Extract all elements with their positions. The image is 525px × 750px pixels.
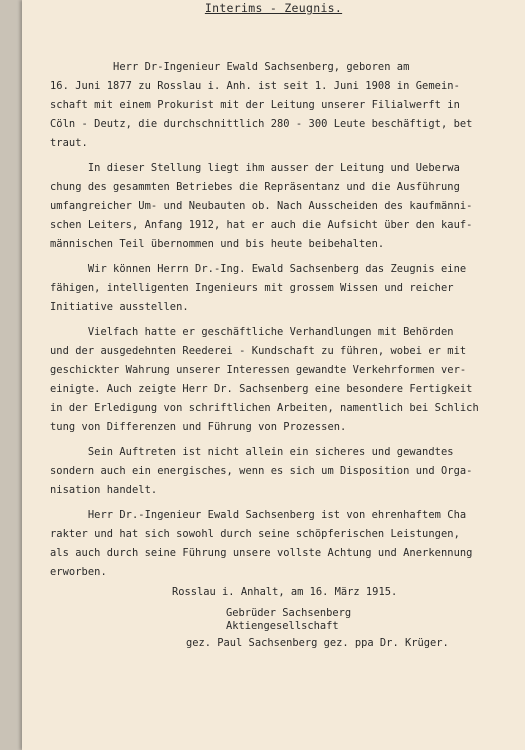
text-line: schen Leiters, Anfang 1912, hat er auch die Aufsicht über den kauf-	[50, 219, 473, 231]
text-line: chung des gesammten Betriebes die Repräsentanz und die Ausführung	[50, 181, 460, 193]
text-line: männischen Teil übernommen und bis heute beibehalten.	[50, 238, 385, 250]
text-line: als auch durch seine Führung unsere vollste Achtung und Anerkennung	[50, 547, 473, 559]
text-line: umfangreicher Um- und Neubauten ob. Nach Ausscheiden des kaufmänni-	[50, 200, 473, 212]
text-line: Wir können Herrn Dr.-Ing. Ewald Sachsenberg das Zeugnis eine	[50, 263, 467, 275]
company-name: Gebrüder Sachsenberg	[226, 607, 352, 619]
document-title	[22, 1, 525, 15]
paragraph	[50, 323, 522, 437]
document-page	[22, 0, 525, 750]
title-text: Interims - Zeugnis.	[204, 1, 343, 15]
text-line: einigte. Auch zeigte Herr Dr. Sachsenberg eine besondere Fertigkeit	[50, 383, 473, 395]
signature-line: gez. Paul Sachsenberg gez. ppa Dr. Krüger.	[186, 637, 449, 649]
text-line: Sein Auftreten ist nicht allein ein sicheres und gewandtes	[50, 446, 454, 458]
company-type: Aktiengesellschaft	[226, 620, 339, 632]
text-line: Herr Dr.-Ingenieur Ewald Sachsenberg ist von ehrenhaftem Cha	[50, 509, 467, 521]
text-line: fähigen, intelligenten Ingenieurs mit grossem Wissen und reicher	[50, 282, 454, 294]
text-line: sondern auch ein energisches, wenn es sich um Disposition und Orga-	[50, 465, 473, 477]
text-line: Initiative ausstellen.	[50, 301, 189, 313]
text-line: 16. Juni 1877 zu Rosslau i. Anh. ist seit 1. Juni 1908 in Gemein-	[50, 80, 460, 92]
paragraph	[50, 506, 522, 582]
place-date: Rosslau i. Anhalt, am 16. März 1915.	[172, 586, 398, 598]
text-line: In dieser Stellung liegt ihm ausser der Leitung und Ueberwa	[50, 162, 460, 174]
text-line: nisation handelt.	[50, 484, 158, 496]
document-body	[50, 58, 522, 582]
text-line: in der Erledigung von schriftlichen Arbeiten, namentlich bei Schlich	[50, 402, 479, 414]
text-line: erworben.	[50, 566, 107, 578]
paragraph	[50, 159, 522, 254]
text-line: tung von Differenzen und Führung von Prozessen.	[50, 421, 347, 433]
scan-margin	[0, 0, 22, 750]
text-line: Herr Dr-Ingenieur Ewald Sachsenberg, geboren am	[50, 61, 410, 73]
text-line: und der ausgedehnten Reederei - Kundschaft zu führen, wobei er mit	[50, 345, 467, 357]
paragraph	[50, 58, 522, 153]
text-line: traut.	[50, 137, 88, 149]
text-line: schaft mit einem Prokurist mit der Leitung unserer Filialwerft in	[50, 99, 460, 111]
text-line: geschickter Wahrung unserer Interessen gewandte Verkehrformen ver-	[50, 364, 467, 376]
paragraph	[50, 443, 522, 500]
text-line: Vielfach hatte er geschäftliche Verhandlungen mit Behörden	[50, 326, 454, 338]
text-line: Cöln - Deutz, die durchschnittlich 280 - 300 Leute beschäftigt, bet	[50, 118, 473, 130]
text-line: rakter und hat sich sowohl durch seine schöpferischen Leistungen,	[50, 528, 460, 540]
paragraph	[50, 260, 522, 317]
